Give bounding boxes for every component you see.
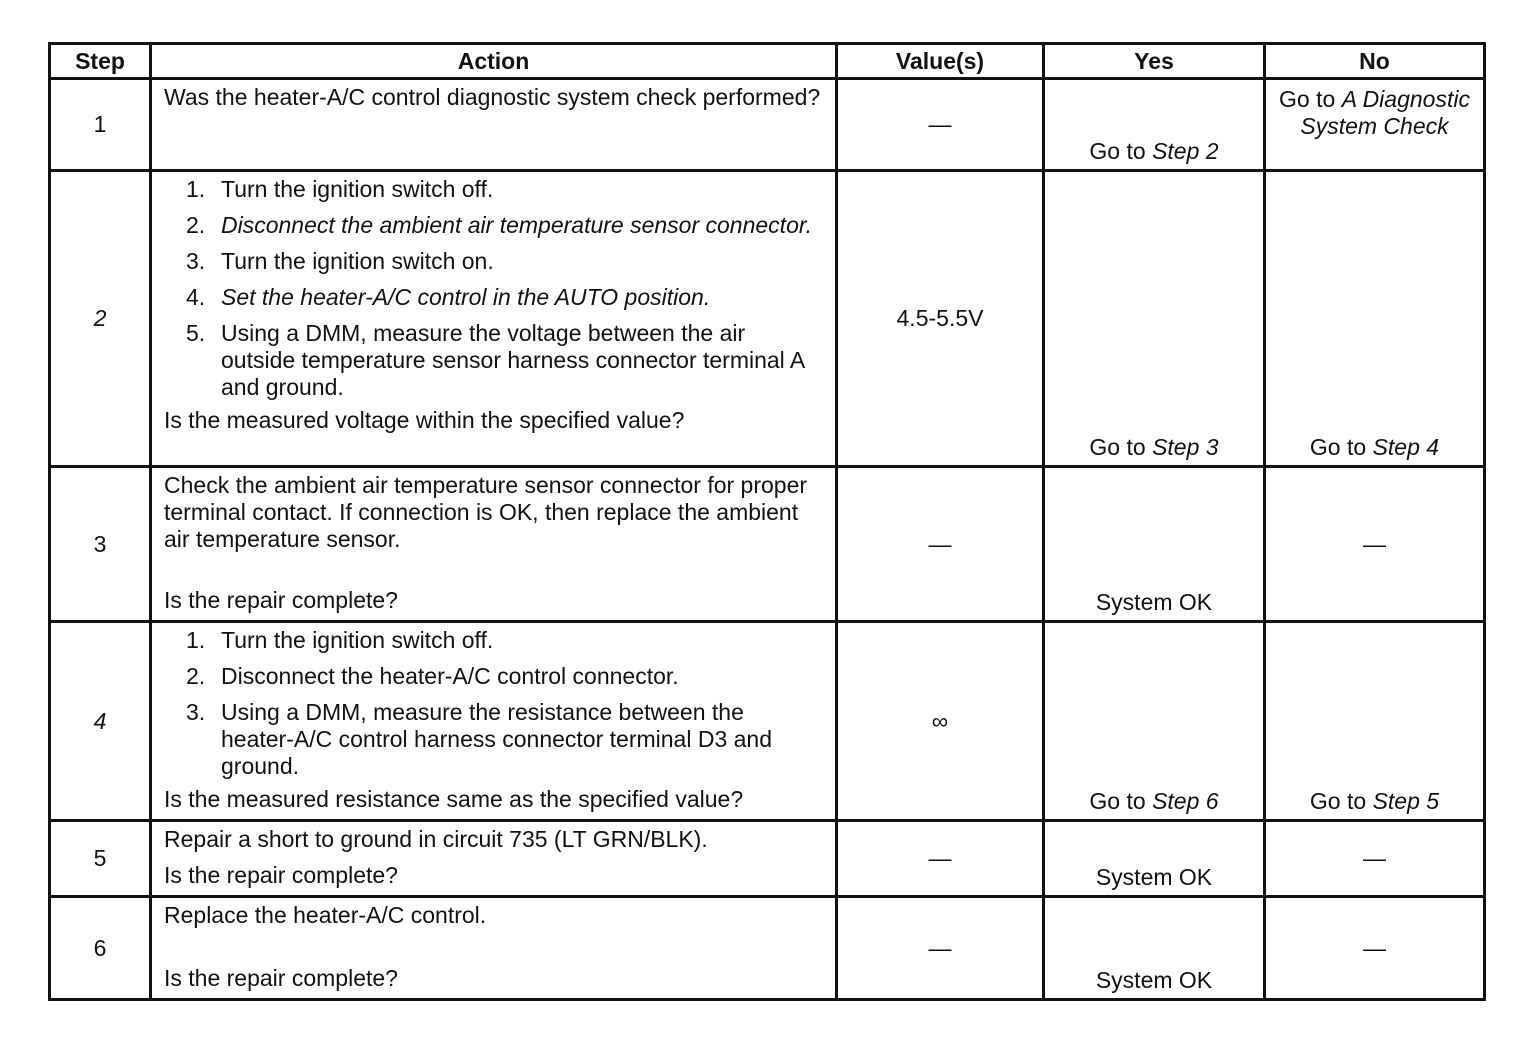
action-question: Is the repair complete?	[164, 587, 398, 613]
procedure-step-text: Set the heater-A/C control in the AUTO position.	[221, 284, 711, 310]
yes-prefix: Go to	[1089, 434, 1153, 460]
no-cell	[1265, 171, 1485, 467]
step-number: 3	[50, 467, 151, 622]
no-prefix: Go to	[1309, 434, 1373, 460]
action-cell	[151, 897, 837, 1000]
step-number: 4	[50, 622, 151, 821]
yes-cell	[1044, 622, 1265, 821]
table-row	[50, 467, 1485, 622]
action-text: Check the ambient air temperature sensor connector for proper terminal contact. If connection is OK, then replace the ambient air temperature sensor.	[164, 472, 808, 552]
no-step-link: Step 4	[1372, 434, 1440, 460]
no-cell	[1265, 79, 1485, 171]
value-cell: —	[837, 467, 1044, 622]
yes-cell: System OK	[1044, 467, 1265, 622]
header-action: Action	[151, 44, 837, 79]
step-number: 1	[50, 79, 151, 171]
no-step-link: Step 5	[1372, 788, 1440, 814]
action-text: Repair a short to ground in circuit 735 (LT GRN/BLK).	[164, 826, 708, 852]
no-cell: —	[1265, 467, 1485, 622]
action-question: Is the measured resistance same as the specified value?	[164, 786, 744, 812]
procedure-step-number: 2.	[186, 663, 206, 689]
header-row	[50, 44, 1485, 79]
header-no: No	[1265, 44, 1485, 79]
procedure-step-number: 3.	[186, 699, 206, 725]
table-row	[50, 897, 1485, 1000]
procedure-step-text: Disconnect the ambient air temperature sensor connector.	[221, 212, 813, 238]
step-number: 5	[50, 821, 151, 897]
procedure-step	[164, 176, 823, 203]
procedure-step-number: 4.	[186, 284, 206, 310]
yes-cell: System OK	[1044, 821, 1265, 897]
procedure-step	[164, 699, 823, 780]
no-cell	[1265, 622, 1485, 821]
value-cell: ∞	[837, 622, 1044, 821]
header-yes: Yes	[1044, 44, 1265, 79]
procedure-step-text: Turn the ignition switch off.	[221, 627, 494, 653]
procedure-step	[164, 627, 823, 654]
value-cell: —	[837, 79, 1044, 171]
no-cell: —	[1265, 821, 1485, 897]
procedure-step	[164, 320, 823, 401]
no-prefix: Go to	[1309, 788, 1373, 814]
header-values: Value(s)	[837, 44, 1044, 79]
table-row	[50, 821, 1485, 897]
procedure-step-text: Turn the ignition switch on.	[221, 248, 494, 274]
procedure-step-number: 2.	[186, 212, 206, 238]
yes-step-link: Step 2	[1152, 138, 1219, 164]
procedure-step-number: 5.	[186, 320, 206, 346]
no-prefix: Go to	[1279, 86, 1342, 112]
procedure-step	[164, 663, 823, 690]
procedure-step	[164, 284, 823, 311]
table-row	[50, 79, 1485, 171]
procedure-step-number: 1.	[186, 627, 206, 653]
yes-cell	[1044, 171, 1265, 467]
no-cell: —	[1265, 897, 1485, 1000]
action-cell	[151, 821, 837, 897]
procedure-step-text: Turn the ignition switch off.	[221, 176, 494, 202]
step-number: 6	[50, 897, 151, 1000]
action-text: Replace the heater-A/C control.	[164, 902, 487, 928]
step-number: 2	[50, 171, 151, 467]
header-step: Step	[50, 44, 151, 79]
procedure-list	[164, 627, 823, 780]
action-question: Is the measured voltage within the specified value?	[164, 407, 685, 433]
yes-step-link: Step 6	[1152, 788, 1219, 814]
no-step-link: A Diagnostic System Check	[1300, 86, 1470, 139]
procedure-step	[164, 212, 823, 239]
action-question: Is the repair complete?	[164, 862, 398, 888]
yes-prefix: Go to	[1089, 138, 1153, 164]
action-cell	[151, 171, 837, 467]
value-cell: —	[837, 821, 1044, 897]
action-cell	[151, 622, 837, 821]
procedure-list	[164, 176, 823, 401]
table-row	[50, 622, 1485, 821]
table-row	[50, 171, 1485, 467]
yes-step-link: Step 3	[1152, 434, 1219, 460]
procedure-step-text: Using a DMM, measure the resistance between the heater-A/C control harness connector terminal D3 and ground.	[221, 699, 773, 779]
value-cell: 4.5-5.5V	[837, 171, 1044, 467]
action-cell	[151, 79, 837, 171]
procedure-step-number: 1.	[186, 176, 206, 202]
value-cell: —	[837, 897, 1044, 1000]
action-text: Was the heater-A/C control diagnostic system check performed?	[164, 84, 821, 110]
procedure-step-text: Disconnect the heater-A/C control connector.	[221, 663, 679, 689]
yes-cell	[1044, 79, 1265, 171]
yes-cell: System OK	[1044, 897, 1265, 1000]
procedure-step-number: 3.	[186, 248, 206, 274]
procedure-step-text: Using a DMM, measure the voltage between the air outside temperature sensor harness connector terminal A and ground.	[221, 320, 804, 400]
procedure-step	[164, 248, 823, 275]
yes-prefix: Go to	[1089, 788, 1153, 814]
action-question: Is the repair complete?	[164, 965, 398, 991]
action-cell	[151, 467, 837, 622]
diagnostic-table	[48, 42, 1486, 1001]
